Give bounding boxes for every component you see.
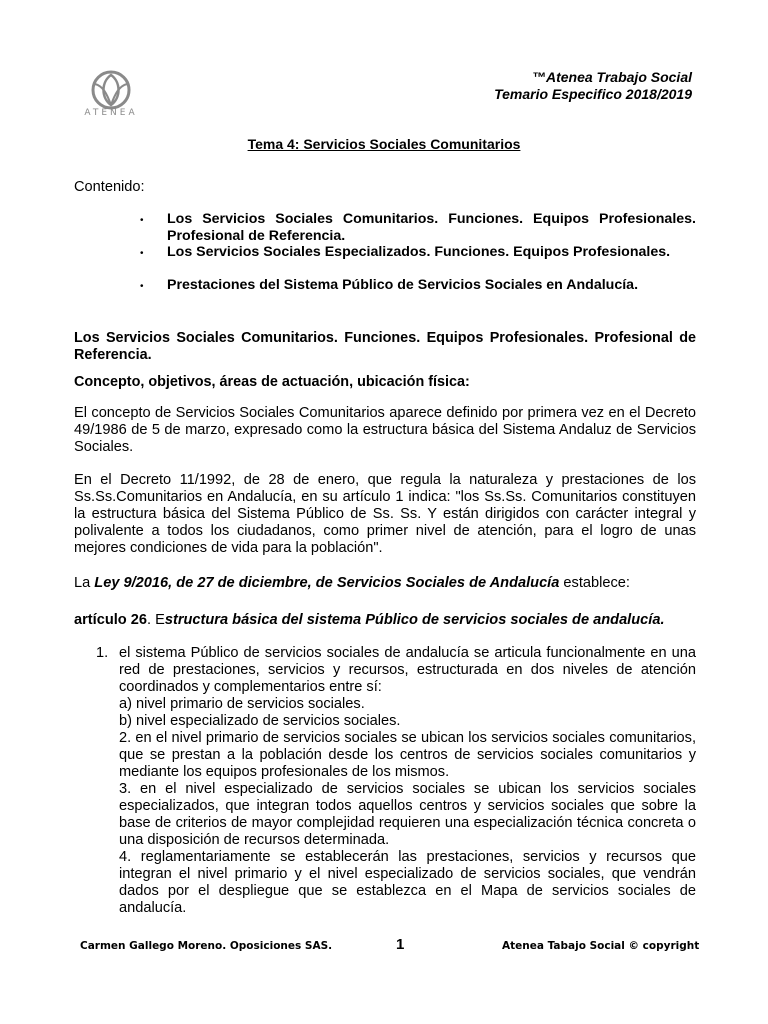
- content-bullet: Los Servicios Sociales Especializados. Funciones. Equipos Profesionales.: [167, 244, 671, 260]
- bullet-marker: •: [140, 248, 144, 259]
- page-number: 1: [396, 936, 405, 953]
- footer-copyright: Atenea Tabajo Social © copyright: [502, 940, 700, 952]
- footer-author: Carmen Gallego Moreno. Oposiciones SAS.: [80, 940, 333, 952]
- list-number: 1.: [96, 645, 109, 661]
- contenido-label: Contenido:: [74, 179, 145, 195]
- article-label: artículo 26: [74, 612, 147, 628]
- content-bullet: Los Servicios Sociales Comunitarios. Funciones. Equipos Profesionales. Profesional de Referencia.: [167, 211, 696, 244]
- logo-wordmark: ATENEA: [84, 108, 138, 118]
- bullet-marker: •: [140, 215, 144, 226]
- law-suffix: establece:: [559, 575, 630, 591]
- law-prefix: La: [74, 575, 95, 591]
- list-paragraph: 2. en el nivel primario de servicios sociales se ubican los servicios sociales comunitarios, que se prestan a la población desde los centros de servicios sociales comunitarios y mediante los equipos profesionales de los mismos.: [119, 730, 696, 780]
- list-paragraph: 4. reglamentariamente se establecerán las prestaciones, servicios y recursos que integran el nivel primario y el nivel especializado de servicios sociales, que vendrán dados por el despliegue que se establezca en el Mapa de servicios sociales de andalucía.: [119, 849, 696, 916]
- list-paragraph: 3. en el nivel especializado de servicios sociales se ubican los servicios sociales especializados, que integran todos aquellos centros y servicios sociales que sobre la base de criterios de mayor complejidad requieren una especialización técnica concreta o una disposición de recursos determinada.: [119, 781, 696, 848]
- document-title: Tema 4: Servicios Sociales Comunitarios: [247, 136, 521, 152]
- atenea-logo: [72, 70, 150, 122]
- header-subtitle: Temario Especifico 2018/2019: [494, 86, 692, 102]
- section-heading: Los Servicios Sociales Comunitarios. Funciones. Equipos Profesionales. Profesional de Referencia.: [74, 330, 696, 363]
- content-bullet: Prestaciones del Sistema Público de Servicios Sociales en Andalucía.: [167, 277, 639, 293]
- atenea-logo-icon: [72, 70, 150, 110]
- paragraph: El concepto de Servicios Sociales Comunitarios aparece definido por primera vez en el Decreto 49/1986 de 5 de marzo, expresado como la estructura básica del Sistema Andaluz de Servicios Sociales.: [74, 405, 696, 455]
- subheading: Concepto, objetivos, áreas de actuación, ubicación física:: [74, 374, 470, 390]
- law-paragraph: [74, 575, 696, 592]
- law-name: Ley 9/2016, de 27 de diciembre, de Servicios Sociales de Andalucía: [94, 575, 560, 591]
- bullet-marker: •: [140, 281, 144, 292]
- paragraph: En el Decreto 11/1992, de 28 de enero, que regula la naturaleza y prestaciones de los Ss.Ss.Comunitarios en Andalucía, en su artículo 1 indica: "los Ss.Ss. Comunitarios constituyen la estructura básica del Sistema Público de Ss. Ss. Y están dirigidos con carácter integral y polivalente a todos los ciudadanos, como primer nivel de atención, para el logro de unas mejores condiciones de vida para la población".: [74, 472, 696, 556]
- list-subitem: b) nivel especializado de servicios sociales.: [119, 713, 401, 729]
- header-brand: ™Atenea Trabajo Social: [531, 69, 692, 85]
- list-subitem: a) nivel primario de servicios sociales.: [119, 696, 365, 712]
- list-item-text: el sistema Público de servicios sociales de andalucía se articula funcionalmente en una red de prestaciones, servicios y recursos, estructurada en dos niveles de atención coordinados y complementarios entre sí:: [119, 645, 696, 695]
- article-heading: [74, 612, 696, 629]
- article-title: structura básica del sistema Público de servicios sociales de andalucía.: [164, 612, 665, 628]
- article-sep: . E: [147, 612, 165, 628]
